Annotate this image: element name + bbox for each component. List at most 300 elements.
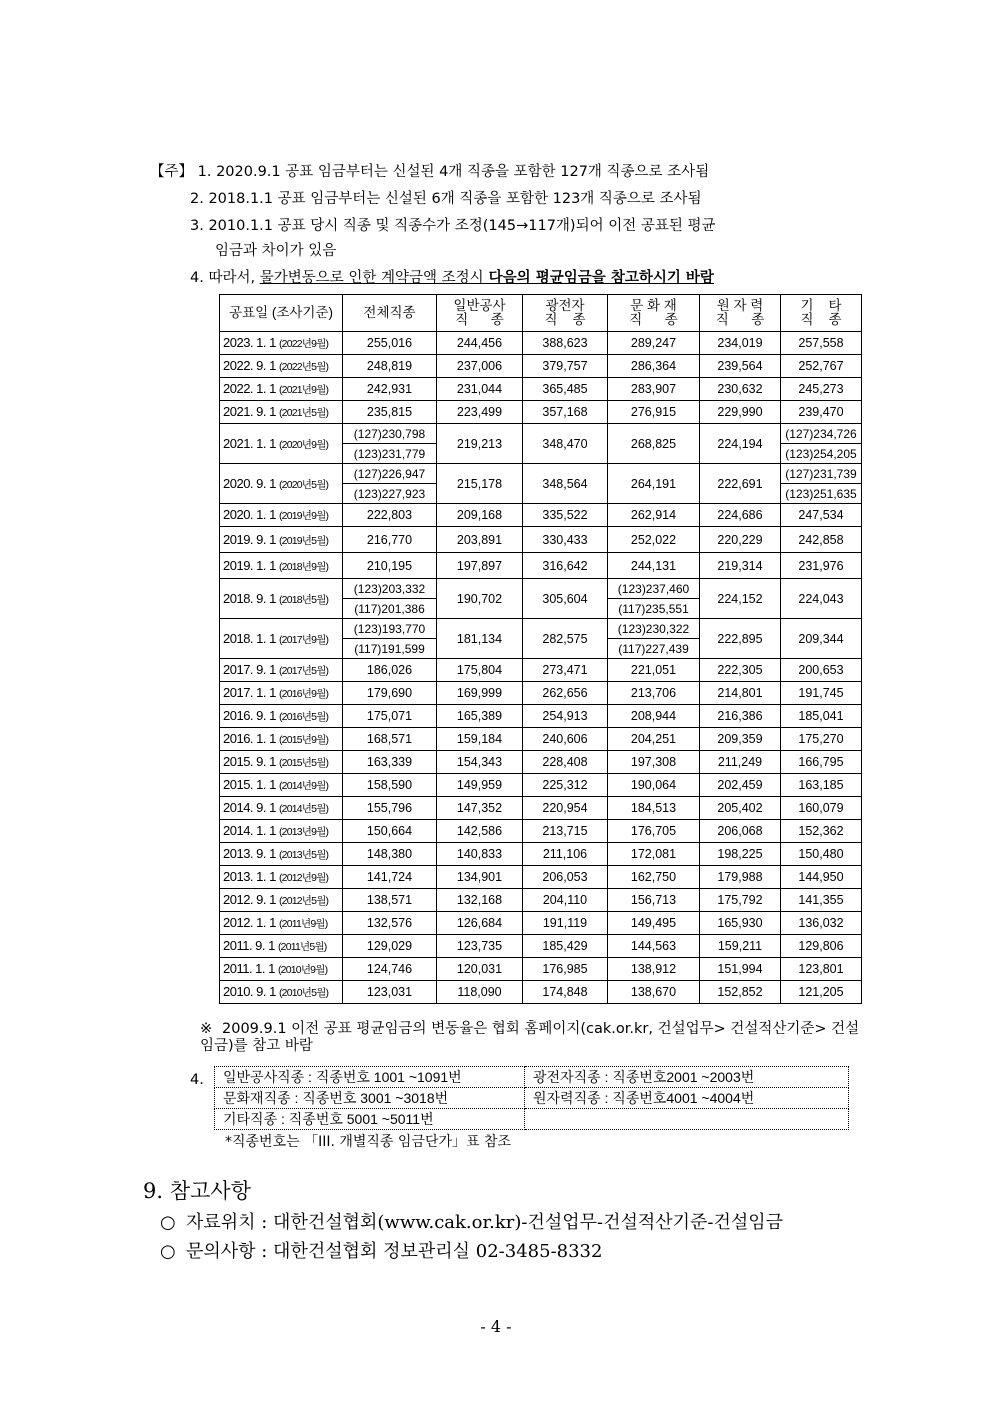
table-row	[215, 1109, 849, 1130]
table-row	[220, 866, 862, 889]
cell-culture: 138,670	[608, 981, 700, 1004]
table-row	[220, 889, 862, 912]
cell-total: 168,571	[343, 728, 437, 751]
cell-general: 231,044	[437, 378, 523, 401]
cell-other-a: (127)234,726	[781, 424, 862, 444]
cell-date	[220, 659, 343, 682]
basis-text: (2010년5월)	[278, 987, 329, 999]
table-row	[220, 797, 862, 820]
note-4-pre: 4. 따라서,	[190, 270, 260, 286]
note-4-bold: 다음의 평균임금을 참고하시기 바람	[483, 270, 714, 286]
cell-other: 163,185	[781, 774, 862, 797]
basis-text: (2016년5월)	[278, 711, 329, 723]
table-row	[220, 682, 862, 705]
cell-mining: 206,053	[523, 866, 608, 889]
cell-total-a: (127)230,798	[343, 424, 437, 444]
cell-nuclear: 239,564	[700, 355, 781, 378]
cell-general: 181,134	[437, 619, 523, 659]
cell-total-b: (117)191,599	[343, 639, 437, 659]
cell-nuclear: 214,801	[700, 682, 781, 705]
cell-general: 142,586	[437, 820, 523, 843]
table-row	[220, 579, 862, 599]
cell-date	[220, 579, 343, 619]
basis-text: (2018년5월)	[278, 593, 329, 606]
header-culture	[608, 295, 700, 332]
basis-text: (2019년9월)	[278, 510, 329, 522]
cell-date	[220, 935, 343, 958]
table-row	[220, 774, 862, 797]
cell-mining: 348,564	[523, 464, 608, 504]
cell-culture: 244,131	[608, 553, 700, 579]
basis-text: (2011년5월)	[277, 941, 327, 953]
header-mining	[523, 295, 608, 332]
header-other-1: 기 타	[800, 298, 842, 313]
table-row	[215, 1088, 849, 1109]
reference-item-contact	[160, 1237, 602, 1263]
cell-culture: 176,705	[608, 820, 700, 843]
table-row	[220, 935, 862, 958]
cell-mining: 225,312	[523, 774, 608, 797]
cell-total: 179,690	[343, 682, 437, 705]
cell-nuclear: 222,691	[700, 464, 781, 504]
cell-date	[220, 619, 343, 659]
cell-date	[220, 981, 343, 1004]
cell-other: 185,041	[781, 705, 862, 728]
basis-text: (2021년9월)	[278, 384, 329, 396]
basis-text: (2018년9월)	[278, 560, 329, 573]
header-general-2: 직 종	[455, 312, 504, 327]
cell-culture: 221,051	[608, 659, 700, 682]
note-3-cont: 임금과 차이가 있음	[215, 243, 337, 259]
cell-other: 191,745	[781, 682, 862, 705]
table-row	[220, 553, 862, 579]
cell-date	[220, 912, 343, 935]
header-nuclear	[700, 295, 781, 332]
cell-date	[220, 797, 343, 820]
note-4-underline: 물가변동으로 인한 계약금액 조정시	[259, 270, 484, 286]
cell-culture: 208,944	[608, 705, 700, 728]
table-row	[220, 619, 862, 639]
cell-nuclear: 222,305	[700, 659, 781, 682]
cell-mining: 305,604	[523, 579, 608, 619]
basis-text: (2014년9월)	[278, 780, 329, 792]
cell-total: 129,029	[343, 935, 437, 958]
cell-date	[220, 820, 343, 843]
basis-text: (2011년9월)	[278, 918, 328, 930]
code-culture: 문화재직종 : 직종번호 3001 ~3018번	[215, 1088, 525, 1109]
cell-total-b: (123)231,779	[343, 444, 437, 464]
cell-other: 247,534	[781, 504, 862, 527]
cell-nuclear: 224,686	[700, 504, 781, 527]
cell-date	[220, 774, 343, 797]
header-mining-1: 광전자	[545, 298, 585, 313]
cell-general: 169,999	[437, 682, 523, 705]
cell-general: 223,499	[437, 401, 523, 424]
cell-general: 159,184	[437, 728, 523, 751]
cell-culture: 289,247	[608, 332, 700, 355]
cell-general: 209,168	[437, 504, 523, 527]
cell-other: 141,355	[781, 889, 862, 912]
header-mining-2: 직 종	[544, 312, 586, 327]
date-text: 2014. 9. 1	[223, 800, 279, 815]
cell-other: 239,470	[781, 401, 862, 424]
date-text: 2012. 1. 1	[223, 915, 279, 930]
basis-text: (2020년9월)	[278, 438, 329, 451]
cell-total: 158,590	[343, 774, 437, 797]
cell-total: 216,770	[343, 527, 437, 553]
cell-mining: 211,106	[523, 843, 608, 866]
cell-other: 152,362	[781, 820, 862, 843]
date-text: 2014. 1. 1	[223, 823, 279, 838]
cell-date	[220, 751, 343, 774]
cell-other: 123,801	[781, 958, 862, 981]
cell-total: 242,931	[343, 378, 437, 401]
cell-nuclear: 211,249	[700, 751, 781, 774]
cell-general: 154,343	[437, 751, 523, 774]
cell-culture: 204,251	[608, 728, 700, 751]
cell-mining: 335,522	[523, 504, 608, 527]
cell-general: 149,959	[437, 774, 523, 797]
page-number: - 4 -	[480, 1317, 512, 1336]
cell-culture: 283,907	[608, 378, 700, 401]
cell-mining: 330,433	[523, 527, 608, 553]
table-row	[220, 355, 862, 378]
cell-nuclear: 224,194	[700, 424, 781, 464]
table-row	[220, 728, 862, 751]
cell-nuclear: 224,152	[700, 579, 781, 619]
date-text: 2016. 9. 1	[223, 708, 279, 723]
cell-nuclear: 219,314	[700, 553, 781, 579]
header-other-2: 직 종	[800, 312, 842, 327]
cell-total: 255,016	[343, 332, 437, 355]
basis-text: (2022년9월)	[278, 338, 329, 350]
cell-other: 242,858	[781, 527, 862, 553]
cell-culture: 286,364	[608, 355, 700, 378]
cell-culture: 197,308	[608, 751, 700, 774]
code-nuclear: 원자력직종 : 직종번호4001 ~4004번	[525, 1088, 849, 1109]
cell-other: 200,653	[781, 659, 862, 682]
code-mining: 광전자직종 : 직종번호2001 ~2003번	[525, 1067, 849, 1088]
basis-text: (2015년5월)	[278, 757, 329, 769]
table-row	[220, 401, 862, 424]
cell-mining: 220,954	[523, 797, 608, 820]
cell-nuclear: 234,019	[700, 332, 781, 355]
date-text: 2018. 9. 1	[223, 590, 279, 606]
cell-nuclear: 165,930	[700, 912, 781, 935]
cell-culture: 213,706	[608, 682, 700, 705]
cell-date	[220, 424, 343, 464]
cell-other: 160,079	[781, 797, 862, 820]
reference-item-location	[160, 1208, 783, 1234]
cell-total: 186,026	[343, 659, 437, 682]
cell-other: 121,205	[781, 981, 862, 1004]
table-row	[220, 820, 862, 843]
date-text: 2010. 9. 1	[223, 984, 279, 999]
table-row	[215, 1067, 849, 1088]
cell-culture: 162,750	[608, 866, 700, 889]
cell-nuclear: 229,990	[700, 401, 781, 424]
bullet-circle-icon: ○	[160, 1212, 176, 1233]
table-row	[220, 378, 862, 401]
note-3: 3. 2010.1.1 공표 당시 직종 및 직종수가 조정(145→117개)되어 이전 공표된 평균	[190, 218, 716, 234]
table-header-row	[220, 295, 862, 332]
cell-total: 210,195	[343, 553, 437, 579]
cell-date	[220, 464, 343, 504]
basis-text: (2013년9월)	[278, 826, 329, 838]
bullet-circle-icon: ○	[160, 1241, 176, 1262]
cell-total-a: (127)226,947	[343, 464, 437, 484]
header-culture-1: 문 화 재	[630, 298, 677, 313]
cell-other: 245,273	[781, 378, 862, 401]
date-text: 2017. 1. 1	[223, 685, 279, 700]
cell-general: 147,352	[437, 797, 523, 820]
cell-culture: 276,915	[608, 401, 700, 424]
cell-mining: 388,623	[523, 332, 608, 355]
cell-other: 252,767	[781, 355, 862, 378]
cell-nuclear: 175,792	[700, 889, 781, 912]
cell-date	[220, 378, 343, 401]
cell-total-b: (123)227,923	[343, 484, 437, 504]
cell-nuclear: 206,068	[700, 820, 781, 843]
cell-mining: 204,110	[523, 889, 608, 912]
date-text: 2017. 9. 1	[223, 662, 279, 677]
basis-text: (2020년5월)	[278, 478, 329, 491]
basis-text: (2017년5월)	[278, 665, 329, 677]
cell-mining: 174,848	[523, 981, 608, 1004]
basis-text: (2022년5월)	[278, 361, 329, 373]
cell-general: 123,735	[437, 935, 523, 958]
header-other	[781, 295, 862, 332]
header-nuclear-1: 원 자 력	[716, 298, 764, 313]
cell-total-a: (123)203,332	[343, 579, 437, 599]
cell-date	[220, 504, 343, 527]
cell-mining: 262,656	[523, 682, 608, 705]
date-text: 2022. 1. 1	[223, 381, 279, 396]
basis-text: (2019년5월)	[278, 534, 329, 547]
cell-culture: 138,912	[608, 958, 700, 981]
cell-total: 175,071	[343, 705, 437, 728]
note-1	[150, 163, 860, 182]
table-row	[220, 332, 862, 355]
cell-mining: 254,913	[523, 705, 608, 728]
cell-general: 132,168	[437, 889, 523, 912]
cell-nuclear: 151,994	[700, 958, 781, 981]
header-nuclear-2: 직 종	[715, 312, 765, 327]
table-row	[220, 843, 862, 866]
cell-other: 257,558	[781, 332, 862, 355]
note-1-text: 1. 2020.9.1 공표 임금부터는 신설된 4개 직종을 포함한 127개 직종으로 조사됨	[197, 164, 710, 180]
cell-general: 134,901	[437, 866, 523, 889]
basis-text: (2015년9월)	[278, 734, 329, 746]
cell-general: 120,031	[437, 958, 523, 981]
cell-nuclear: 216,386	[700, 705, 781, 728]
table-row	[220, 981, 862, 1004]
cell-total-a: (123)193,770	[343, 619, 437, 639]
cell-nuclear: 179,988	[700, 866, 781, 889]
cell-mining: 316,642	[523, 553, 608, 579]
cell-general: 165,389	[437, 705, 523, 728]
cell-other: 175,270	[781, 728, 862, 751]
cell-date	[220, 843, 343, 866]
reference-item-location-text: 자료위치 : 대한건설협회(www.cak.or.kr)-건설업무-건설적산기준-건설임금	[186, 1212, 784, 1233]
cell-total: 150,664	[343, 820, 437, 843]
table-row	[220, 424, 862, 444]
table-row	[220, 751, 862, 774]
cell-mining: 191,119	[523, 912, 608, 935]
table-row	[220, 504, 862, 527]
cell-other: 209,344	[781, 619, 862, 659]
basis-text: (2010년9월)	[277, 964, 328, 976]
cell-other-a: (127)231,739	[781, 464, 862, 484]
cell-total: 138,571	[343, 889, 437, 912]
star-note	[200, 1021, 860, 1055]
date-text: 2011. 9. 1	[223, 938, 278, 953]
cell-nuclear: 205,402	[700, 797, 781, 820]
cell-other: 144,950	[781, 866, 862, 889]
cell-date	[220, 332, 343, 355]
cell-date	[220, 705, 343, 728]
cell-mining: 365,485	[523, 378, 608, 401]
basis-text: (2016년9월)	[278, 688, 329, 700]
cell-culture-b: (117)235,551	[608, 599, 700, 619]
date-text: 2020. 9. 1	[223, 475, 279, 491]
reference-item-contact-text: 문의사항 : 대한건설협회 정보관리실 02-3485-8332	[186, 1241, 603, 1262]
date-text: 2016. 1. 1	[223, 731, 279, 746]
job-code-table	[214, 1066, 849, 1130]
date-text: 2021. 9. 1	[223, 404, 279, 419]
cell-nuclear: 220,229	[700, 527, 781, 553]
cell-nuclear: 152,852	[700, 981, 781, 1004]
cell-culture: 264,191	[608, 464, 700, 504]
cell-date	[220, 553, 343, 579]
cell-general: 219,213	[437, 424, 523, 464]
codes-number: 4.	[190, 1072, 204, 1088]
table-row	[220, 705, 862, 728]
cell-culture: 252,022	[608, 527, 700, 553]
cell-date	[220, 527, 343, 553]
cell-other-b: (123)251,635	[781, 484, 862, 504]
date-text: 2019. 1. 1	[223, 557, 279, 573]
table-row	[220, 912, 862, 935]
basis-text: (2012년9월)	[278, 872, 329, 884]
basis-text: (2017년9월)	[278, 633, 329, 646]
header-culture-2: 직 종	[629, 312, 678, 327]
cell-general: 244,456	[437, 332, 523, 355]
cell-total: 123,031	[343, 981, 437, 1004]
basis-text: (2012년5월)	[278, 895, 329, 907]
star-note-text: 2009.9.1 이전 공표 평균임금의 변동율은 협회 홈페이지(cak.or.kr, 건설업무> 건설적산기준> 건설임금)를 참고 바람	[200, 1021, 860, 1054]
date-text: 2023. 1. 1	[223, 335, 279, 350]
cell-other: 231,976	[781, 553, 862, 579]
cell-total: 124,746	[343, 958, 437, 981]
cell-other-b: (123)254,205	[781, 444, 862, 464]
cell-culture: 144,563	[608, 935, 700, 958]
average-wage-table	[219, 294, 862, 1004]
cell-culture-b: (117)227,439	[608, 639, 700, 659]
date-text: 2018. 1. 1	[223, 630, 279, 646]
date-text: 2020. 1. 1	[223, 507, 279, 522]
cell-mining: 357,168	[523, 401, 608, 424]
cell-date	[220, 889, 343, 912]
note-prefix: 【주】	[150, 164, 194, 180]
cell-mining: 282,575	[523, 619, 608, 659]
date-text: 2013. 1. 1	[223, 869, 279, 884]
cell-nuclear: 202,459	[700, 774, 781, 797]
cell-culture: 156,713	[608, 889, 700, 912]
cell-general: 203,891	[437, 527, 523, 553]
table-row	[220, 659, 862, 682]
cell-total: 132,576	[343, 912, 437, 935]
cell-nuclear: 198,225	[700, 843, 781, 866]
basis-text: (2014년5월)	[278, 803, 329, 815]
cell-general: 215,178	[437, 464, 523, 504]
cell-total: 248,819	[343, 355, 437, 378]
cell-total: 141,724	[343, 866, 437, 889]
cell-other: 150,480	[781, 843, 862, 866]
cell-date	[220, 958, 343, 981]
reference-mark: ※	[200, 1021, 213, 1037]
cell-mining: 348,470	[523, 424, 608, 464]
cell-culture: 262,914	[608, 504, 700, 527]
cell-date	[220, 866, 343, 889]
cell-total: 163,339	[343, 751, 437, 774]
cell-culture: 268,825	[608, 424, 700, 464]
date-text: 2015. 1. 1	[223, 777, 279, 792]
cell-culture: 184,513	[608, 797, 700, 820]
cell-other: 129,806	[781, 935, 862, 958]
cell-other: 166,795	[781, 751, 862, 774]
cell-nuclear: 209,359	[700, 728, 781, 751]
cell-mining: 240,606	[523, 728, 608, 751]
note-4	[190, 269, 900, 288]
header-general	[437, 295, 523, 332]
cell-culture: 149,495	[608, 912, 700, 935]
cell-mining: 213,715	[523, 820, 608, 843]
table-row	[220, 958, 862, 981]
date-text: 2013. 9. 1	[223, 846, 279, 861]
cell-general: 237,006	[437, 355, 523, 378]
header-general-1: 일반공사	[453, 298, 506, 313]
cell-culture-a: (123)237,460	[608, 579, 700, 599]
cell-total-b: (117)201,386	[343, 599, 437, 619]
cell-mining: 185,429	[523, 935, 608, 958]
cell-date	[220, 401, 343, 424]
cell-general: 175,804	[437, 659, 523, 682]
cell-general: 126,684	[437, 912, 523, 935]
header-date: 공표일 (조사기준)	[220, 295, 343, 332]
cell-mining: 228,408	[523, 751, 608, 774]
cell-total: 148,380	[343, 843, 437, 866]
cell-mining: 379,757	[523, 355, 608, 378]
header-total: 전체직종	[343, 295, 437, 332]
date-text: 2015. 9. 1	[223, 754, 279, 769]
cell-total: 222,803	[343, 504, 437, 527]
note-2: 2. 2018.1.1 공표 임금부터는 신설된 6개 직종을 포함한 123개 직종으로 조사됨	[190, 191, 702, 207]
cell-general: 118,090	[437, 981, 523, 1004]
cell-nuclear: 230,632	[700, 378, 781, 401]
date-text: 2012. 9. 1	[223, 892, 279, 907]
cell-other: 136,032	[781, 912, 862, 935]
date-text: 2011. 1. 1	[223, 961, 278, 976]
cell-general: 197,897	[437, 553, 523, 579]
cell-mining: 176,985	[523, 958, 608, 981]
basis-text: (2021년5월)	[278, 407, 329, 419]
cell-culture-a: (123)230,322	[608, 619, 700, 639]
section-title: 9. 참고사항	[143, 1179, 251, 1203]
cell-other: 224,043	[781, 579, 862, 619]
cell-date	[220, 355, 343, 378]
cell-general: 140,833	[437, 843, 523, 866]
